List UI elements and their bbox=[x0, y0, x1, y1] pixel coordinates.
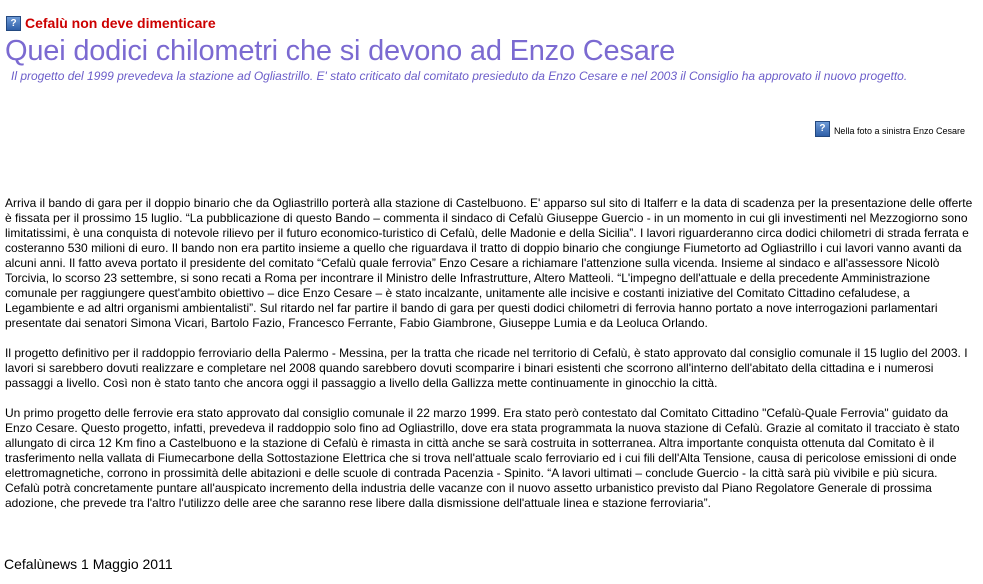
article-subtitle: Il progetto del 1999 prevedeva la stazione ad Ogliastrillo. E' stato criticato dal comitato presieduto da Enzo Cesare e nel 2003 il Consiglio ha approvato il nuovo progetto. bbox=[11, 69, 908, 83]
article-paragraph: Un primo progetto delle ferrovie era stato approvato dal consiglio comunale il 22 marzo 1999. Era stato però contestato dal Comitato Cittadino "Cefalù-Quale Ferrovia" guidato da Enzo Cesare. Questo progetto, infatti, prevedeva il raddoppio solo fino ad Ogliastrillo, dove era stata programmata la nuova stazione di Cefalù. Grazie al comitato il tracciato è stato allungato di circa 12 Km fino a Castelbuono e la stazione di Cefalù è rimasta in città anche se sarà costruita in sotterranea. Altra importante conquista ottenuta dal Comitato è il trasferimento nella vallata di Fiumecarbone della Sottostazione Elettrica che si trova nell'attuale scalo ferroviario ed i cui fili dell'Alta Tensione, causa di pericolose emissioni di onde elettromagnetiche, corrono in prossimità delle abitazioni e delle scuole di contrada Pacenzia - Spinito. “A lavori ultimati – conclude Guercio - la città sarà più vivibile e più sicura. Cefalù potrà concretamente puntare all'auspicato incremento della industria delle vacanze con il nuovo assetto urbanistico previsto dal Piano Regolatore Generale di prossima adozione, che prevede tra l'altro l'utilizzo delle aree che saranno rese libere dalla dismissione dell'attuale linea e stazione ferroviaria”. bbox=[5, 406, 960, 510]
article-paragraph: Arriva il bando di gara per il doppio binario che da Ogliastrillo porterà alla stazione di Castelbuono. E' apparso sul sito di Italferr e la data di scadenza per la presentazione delle offerte è fissata per il prossimo 15 luglio. “La pubblicazione di questo Bando – commenta il sindaco di Cefalù Giuseppe Guercio - in un momento in cui gli investimenti nel Mezzogiorno sono limitatissimi, è una conquista di notevole rilievo per il futuro economico-turistico di Cefalù, delle Madonie e della Sicilia”. I lavori riguarderanno circa dodici chilometri di strada ferrata e costeranno 530 milioni di euro. Il bando non era partito insieme a quello che riguardava il tratto di doppio binario che congiunge Fiumetorto ad Ogliastrillo i cui lavori vanno avanti da alcuni anni. Il fatto aveva portato il presidente del comitato “Cefalù quale ferrovia” Enzo Cesare a richiamare l'attenzione sulla vicenda. Insieme al sindaco e all'assessore Nicolò Torcivia, lo scorso 23 settembre, si sono recati a Roma per incontrare il Ministro delle Infrastrutture, Altero Matteoli. “L'impegno dell'attuale e della precedente Amministrazione comunale per raggiungere quest'ambito obiettivo – dice Enzo Cesare – è stato incalzante, unitamente alle incisive e costanti iniziative del Comitato Cittadino cefaludese, a Legambiente e ad altri organismi ambientalisti”. Sul ritardo nel far partire il bando di gara per questi dodici chilometri di ferrovia hanno portato a nove interrogazioni parlamentari presentate dai senatori Simona Vicari, Bartolo Fazio, Francesco Ferrante, Fabio Giambrone, Giuseppe Lumia e da Leoluca Orlando. bbox=[5, 196, 973, 330]
article-paragraph: Il progetto definitivo per il raddoppio ferroviario della Palermo - Messina, per la tratta che ricade nel territorio di Cefalù, è stato approvato dal consiglio comunale il 15 luglio del 2003. I lavori si sarebbero dovuti realizzare e completare nel 2008 quando sarebbero dovuti scomparire i binari esistenti che scorrono all'interno dell'abitato della cittadina e i numerosi passaggi a livello. Così non è stato tanto che ancora oggi il passaggio a livello della Gallizza mette continuamente in ginocchio la città. bbox=[5, 346, 968, 390]
photo-caption bbox=[815, 121, 965, 137]
article-signature: Cefalùnews 1 Maggio 2011 bbox=[4, 556, 173, 572]
kicker-text: Cefalù non deve dimenticare bbox=[25, 15, 216, 31]
photo-caption-text: Nella foto a sinistra Enzo Cesare bbox=[833, 126, 965, 136]
section-kicker bbox=[6, 15, 216, 31]
help-question-icon[interactable]: ? bbox=[6, 16, 21, 31]
photo-placeholder-icon[interactable]: ? bbox=[815, 121, 830, 137]
article-headline: Quei dodici chilometri che si devono ad Enzo Cesare bbox=[5, 35, 676, 67]
article-body bbox=[5, 196, 973, 511]
